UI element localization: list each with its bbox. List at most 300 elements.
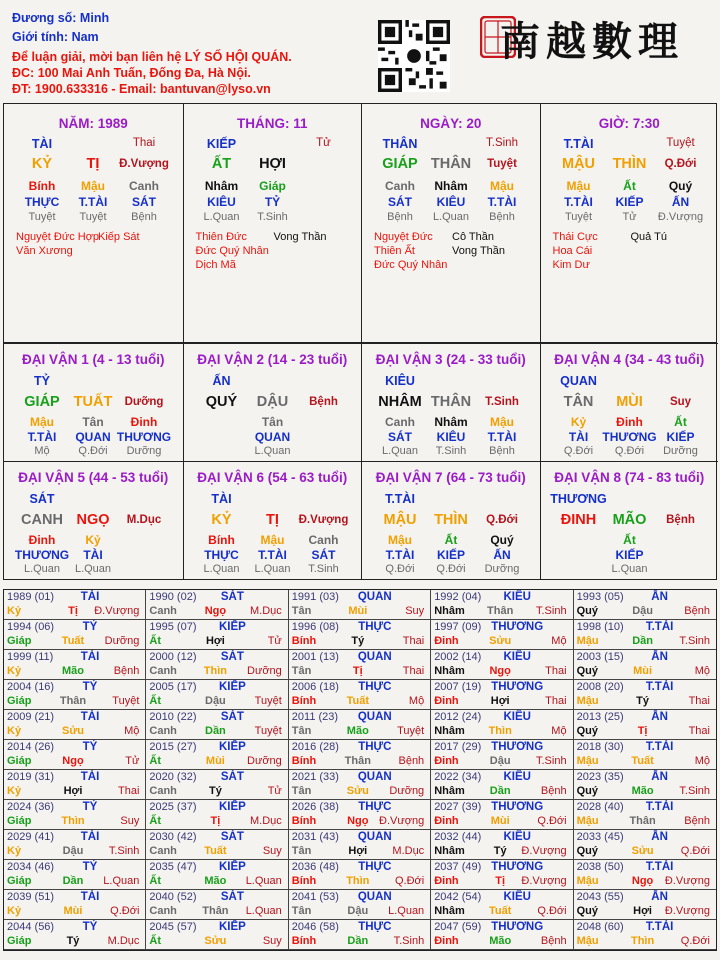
dai-van-hidden: Tân <box>261 415 284 429</box>
annual-can: Quý <box>576 725 598 737</box>
annual-status: Q.Đới <box>537 905 567 917</box>
annual-year: 1989 (01) <box>7 591 55 603</box>
annual-god: KIÊU <box>503 891 531 903</box>
annual-chi: Tuất <box>61 635 85 647</box>
annual-god: TÀI <box>80 891 100 903</box>
dai-van-hidden: QUAN <box>75 430 111 444</box>
dai-van-hidden: Ất <box>674 415 687 429</box>
annual-chi: Dần <box>347 935 369 947</box>
annual-god: QUAN <box>357 591 392 603</box>
annual-cell <box>289 740 431 770</box>
annual-status: Đ.Vượng <box>379 815 425 827</box>
annual-can: Đinh <box>434 695 459 707</box>
annual-status: Bệnh <box>684 605 710 617</box>
dai-van-hidden: Đinh <box>616 415 643 429</box>
pillar-hidden-stage: T.Sinh <box>257 211 288 223</box>
annual-chi: Hợi <box>63 785 83 797</box>
annual-year: 2035 (47) <box>149 861 197 873</box>
annual-cell <box>4 830 146 860</box>
annual-cell <box>574 890 716 920</box>
logo-text: 南越數理 <box>500 18 684 65</box>
annual-chi: Mão <box>62 665 84 677</box>
pillar-note: Đức Quý Nhân <box>195 245 269 257</box>
annual-year: 1991 (03) <box>291 591 339 603</box>
dai-van-hidden: T.Sinh <box>308 563 339 575</box>
pillar-hidden-stage: Bệnh <box>131 211 157 223</box>
annual-cell <box>289 800 431 830</box>
pillar-hidden-god: KIẾP <box>615 195 644 209</box>
annual-can: Tân <box>291 665 312 677</box>
annual-luck-table <box>3 589 717 951</box>
annual-can: Đinh <box>434 875 459 887</box>
annual-chi: Sửu <box>346 785 369 797</box>
annual-can: Kỷ <box>7 665 22 677</box>
annual-god: THỰC <box>358 801 392 813</box>
pillar-hidden-god: THỰC <box>24 195 60 209</box>
annual-can: Canh <box>149 845 177 857</box>
annual-cell <box>574 710 716 740</box>
annual-cell <box>431 800 573 830</box>
annual-can: Ất <box>149 635 161 647</box>
annual-can: Nhâm <box>434 845 465 857</box>
annual-god: SÁT <box>220 891 244 903</box>
dai-van-title: ĐẠI VẬN 8 (74 - 83 tuổi) <box>554 470 705 485</box>
annual-year: 2012 (24) <box>434 711 482 723</box>
dai-van-hidden: SÁT <box>388 430 412 444</box>
annual-chi: Ngọ <box>631 875 654 887</box>
annual-status: Đ.Vượng <box>664 875 710 887</box>
annual-year: 2038 (50) <box>576 861 624 873</box>
annual-cell <box>431 620 573 650</box>
annual-can: Giáp <box>7 755 32 767</box>
dai-van-hidden: T.Sinh <box>435 445 467 457</box>
annual-cell <box>574 620 716 650</box>
annual-god: ẤN <box>651 591 668 603</box>
annual-cell <box>431 890 573 920</box>
pillar-top-right: T.Sinh <box>486 137 518 149</box>
pillar-can: KỶ <box>31 156 53 172</box>
annual-can: Tân <box>291 605 312 617</box>
pillar-hidden-stage: L.Quan <box>203 211 240 223</box>
dai-van-hidden: Bính <box>208 533 235 547</box>
annual-cell <box>431 770 573 800</box>
dai-van-hidden: Q.Đới <box>78 445 108 457</box>
annual-god: KIÊU <box>503 711 531 723</box>
dai-van-hidden: L.Quan <box>74 563 112 575</box>
dai-van-status: Q.Đới <box>486 514 518 526</box>
annual-status: L.Quan <box>103 875 140 887</box>
dai-van-hidden: T.TÀI <box>258 548 287 562</box>
annual-cell <box>574 590 716 620</box>
annual-status: Thai <box>402 635 425 647</box>
annual-cell <box>4 740 146 770</box>
annual-year: 2043 (55) <box>576 891 624 903</box>
annual-can: Kỷ <box>7 725 22 737</box>
annual-chi: Mão <box>204 875 227 887</box>
annual-chi: Thìn <box>203 665 227 677</box>
annual-year: 2046 (58) <box>291 921 339 933</box>
annual-year: 2045 (57) <box>149 921 197 933</box>
qr-code-icon[interactable] <box>378 20 450 92</box>
annual-year: 2047 (59) <box>434 921 482 933</box>
annual-can: Canh <box>149 905 177 917</box>
dai-van-chi: THÂN <box>430 394 472 410</box>
annual-status: Mộ <box>551 635 567 647</box>
dai-van-chi: MÙI <box>616 394 643 410</box>
dai-van-status: M.Dục <box>126 514 162 526</box>
annual-status: Q.Đới <box>680 935 710 947</box>
annual-status: Tuyệt <box>254 725 282 737</box>
annual-chi: Tý <box>208 785 222 797</box>
annual-chi: Ngọ <box>62 755 84 767</box>
annual-year: 2048 (60) <box>576 921 624 933</box>
annual-year: 2010 (22) <box>149 711 197 723</box>
annual-year: 2023 (35) <box>576 771 624 783</box>
dai-van-hidden: Canh <box>385 415 415 429</box>
pillar-note: Thái Cực <box>552 231 598 243</box>
annual-year: 2013 (25) <box>576 711 624 723</box>
dai-van-hidden: Dưỡng <box>126 445 162 457</box>
dai-van-title: ĐẠI VẬN 6 (54 - 63 tuổi) <box>197 470 348 485</box>
dai-van-hidden: L.Quan <box>254 445 291 457</box>
dai-van-2 <box>183 343 362 462</box>
annual-status: M.Dục <box>107 935 140 947</box>
pillar-1 <box>4 104 183 342</box>
annual-god: THƯƠNG <box>491 921 544 933</box>
annual-cell <box>146 920 288 950</box>
dai-van-can: CANH <box>21 512 63 528</box>
annual-can: Tân <box>291 845 312 857</box>
annual-chi: Dậu <box>205 695 226 707</box>
dai-van-status: Đ.Vượng <box>298 514 349 526</box>
annual-year: 2028 (40) <box>576 801 624 813</box>
dai-van-6 <box>183 461 362 580</box>
annual-status: Suy <box>120 815 140 827</box>
annual-god: SÁT <box>220 591 244 603</box>
annual-chi: Tuất <box>488 905 512 917</box>
dai-van-god: KIÊU <box>385 374 415 388</box>
pillar-title: NGÀY: 20 <box>420 116 482 131</box>
annual-can: Ất <box>149 935 161 947</box>
annual-cell <box>289 890 431 920</box>
annual-year: 2044 (56) <box>7 921 55 933</box>
pillar-note: Thiên Ất <box>374 245 415 257</box>
annual-chi: Thân <box>202 905 229 917</box>
annual-year: 2011 (23) <box>291 711 339 723</box>
annual-cell <box>146 770 288 800</box>
pillar-hidden-god: KIÊU <box>207 195 236 209</box>
annual-year: 2020 (32) <box>149 771 197 783</box>
annual-chi: Tý <box>66 935 80 947</box>
annual-god: THƯƠNG <box>491 861 544 873</box>
annual-chi: Sửu <box>631 845 654 857</box>
annual-chi: Dần <box>205 725 226 737</box>
annual-god: THƯƠNG <box>491 621 544 633</box>
annual-year: 1996 (08) <box>291 621 339 633</box>
annual-can: Quý <box>576 905 598 917</box>
annual-status: Thai <box>402 665 425 677</box>
annual-cell <box>431 590 573 620</box>
pillar-hidden-stem: Giáp <box>259 179 286 193</box>
dai-van-hidden: Đinh <box>130 415 158 429</box>
dai-van-hidden: THƯƠNG <box>116 430 172 444</box>
annual-year: 2008 (20) <box>576 681 624 693</box>
dai-van-can: MẬU <box>383 512 417 528</box>
annual-status: Tuyệt <box>112 695 140 707</box>
annual-can: Ất <box>149 815 161 827</box>
dai-van-hidden: Mậu <box>30 415 54 429</box>
dai-van-hidden: ẤN <box>493 548 511 562</box>
pillar-hidden-stem: Nhâm <box>434 179 468 193</box>
annual-can: Nhâm <box>434 605 465 617</box>
annual-god: TỶ <box>82 741 98 753</box>
annual-status: Tử <box>267 785 282 797</box>
annual-god: ẤN <box>651 771 668 783</box>
annual-can: Ất <box>149 695 161 707</box>
annual-can: Quý <box>576 785 598 797</box>
annual-chi: Tuất <box>631 755 654 767</box>
pillar-note: Kim Dư <box>552 259 590 271</box>
annual-year: 2003 (15) <box>576 651 624 663</box>
annual-cell <box>4 920 146 950</box>
dai-van-hidden: Q.Đới <box>563 445 594 457</box>
annual-can: Kỷ <box>7 785 22 797</box>
annual-god: ẤN <box>651 711 668 723</box>
annual-year: 2022 (34) <box>434 771 482 783</box>
annual-cell <box>289 710 431 740</box>
dai-van-hidden: Dưỡng <box>484 563 520 575</box>
pillar-top-right: Thai <box>132 137 156 149</box>
annual-cell <box>146 830 288 860</box>
annual-cell <box>574 920 716 950</box>
annual-god: THỰC <box>358 861 392 873</box>
annual-year: 2034 (46) <box>7 861 55 873</box>
annual-can: Bính <box>291 875 317 887</box>
annual-god: ẤN <box>651 891 668 903</box>
pillar-hidden-stem: Quý <box>668 179 693 193</box>
annual-can: Quý <box>576 605 598 617</box>
dai-van-hidden: SÁT <box>311 548 336 562</box>
annual-god: KIẾP <box>218 801 246 813</box>
annual-cell <box>289 830 431 860</box>
annual-chi: Dần <box>632 635 653 647</box>
annual-year: 2019 (31) <box>7 771 55 783</box>
dai-van-hidden: Quý <box>490 533 514 547</box>
annual-status: Suy <box>262 845 282 857</box>
dai-van-table <box>3 343 717 580</box>
annual-god: T.TÀI <box>645 681 674 693</box>
annual-status: Mộ <box>694 665 710 677</box>
dai-van-god: QUAN <box>560 374 597 388</box>
annual-status: Thai <box>688 695 710 707</box>
dai-van-chi: MÃO <box>612 512 647 528</box>
pillar-hidden-stem: Canh <box>129 179 159 193</box>
pillar-chi: TỊ <box>86 156 100 172</box>
dai-van-hidden: Mậu <box>388 533 412 547</box>
annual-chi: Dậu <box>347 905 369 917</box>
dai-van-hidden: Bệnh <box>489 445 515 457</box>
dai-van-hidden: KIÊU <box>436 430 466 444</box>
pillar-note: Đức Quý Nhân <box>374 259 448 271</box>
annual-year: 2040 (52) <box>149 891 197 903</box>
annual-chi: Ngọ <box>489 665 511 677</box>
dai-van-hidden: Ất <box>444 533 458 547</box>
dai-van-hidden: Mậu <box>490 415 514 429</box>
dai-van-hidden: TÀI <box>83 548 103 562</box>
dai-van-hidden: Q.Đới <box>385 563 415 575</box>
annual-chi: Mùi <box>63 905 83 917</box>
annual-can: Kỷ <box>7 845 22 857</box>
annual-status: T.Sinh <box>108 845 140 857</box>
annual-can: Giáp <box>7 815 32 827</box>
annual-year: 2007 (19) <box>434 681 482 693</box>
pillar-hidden-god: ẤN <box>671 195 690 209</box>
dai-van-can: QUÝ <box>205 394 238 410</box>
annual-can: Mậu <box>576 635 599 647</box>
annual-god: QUAN <box>357 711 392 723</box>
pillar-hidden-stage: Tuyệt <box>564 211 593 223</box>
annual-cell <box>289 680 431 710</box>
annual-year: 2009 (21) <box>7 711 55 723</box>
annual-chi: Mùi <box>205 755 225 767</box>
annual-status: Dưỡng <box>247 665 282 677</box>
annual-cell <box>4 620 146 650</box>
dai-van-god: TỶ <box>34 374 50 388</box>
four-pillars-table <box>3 103 717 343</box>
annual-chi: Ngọ <box>347 815 369 827</box>
annual-can: Đinh <box>434 755 459 767</box>
annual-can: Giáp <box>7 875 32 887</box>
pillar-top-left: T.TÀI <box>563 137 594 151</box>
annual-status: Tử <box>267 635 282 647</box>
annual-god: THỰC <box>358 681 392 693</box>
annual-cell <box>146 710 288 740</box>
annual-year: 1992 (04) <box>434 591 482 603</box>
dai-van-8 <box>540 461 719 580</box>
pillar-hidden-god: TỶ <box>264 195 281 209</box>
annual-can: Đinh <box>434 815 459 827</box>
dai-van-hidden: Q.Đới <box>436 563 466 575</box>
pillar-top-left: KIẾP <box>206 137 237 151</box>
dai-van-god: SÁT <box>29 492 55 506</box>
annual-chi: Mão <box>631 785 654 797</box>
annual-status: Q.Đới <box>394 875 425 887</box>
annual-chi: Thìn <box>488 725 512 737</box>
annual-god: SÁT <box>220 771 244 783</box>
pillar-note: Dịch Mã <box>195 259 236 271</box>
dai-van-hidden: Mậu <box>260 533 285 547</box>
pillar-hidden-stem: Bính <box>28 179 56 193</box>
name-line: Đương số: Minh <box>12 11 110 25</box>
annual-status: Tuyệt <box>254 695 282 707</box>
address-line: ĐC: 100 Mai Anh Tuấn, Đống Đa, Hà Nội. <box>12 66 251 80</box>
annual-cell <box>4 590 146 620</box>
annual-can: Giáp <box>7 695 32 707</box>
pillar-hidden-stem: Ất <box>623 179 636 193</box>
annual-chi: Tý <box>493 845 507 857</box>
annual-cell <box>4 680 146 710</box>
annual-cell <box>574 650 716 680</box>
annual-status: Thai <box>545 665 567 677</box>
annual-status: Dưỡng <box>247 755 282 767</box>
annual-status: T.Sinh <box>393 935 425 947</box>
dai-van-hidden: T.TÀI <box>27 430 57 444</box>
pillar-note: Cô Thần <box>452 231 494 243</box>
annual-can: Canh <box>149 665 177 677</box>
annual-chi: Sửu <box>61 725 85 737</box>
annual-cell <box>289 620 431 650</box>
dai-van-title: ĐẠI VẬN 3 (24 - 33 tuổi) <box>375 352 526 367</box>
annual-god: THƯƠNG <box>491 741 544 753</box>
annual-chi: Thìn <box>346 875 370 887</box>
annual-cell <box>146 620 288 650</box>
pillar-hidden-god: T.TÀI <box>487 195 517 209</box>
pillar-chi: THÂN <box>430 156 472 172</box>
dai-van-hidden: L.Quan <box>23 563 61 575</box>
annual-year: 1990 (02) <box>149 591 197 603</box>
annual-chi: Mão <box>346 725 369 737</box>
annual-god: TÀI <box>80 651 100 663</box>
annual-god: T.TÀI <box>645 621 674 633</box>
pillar-note: Kiếp Sát <box>98 231 140 243</box>
annual-god: KIẾP <box>218 681 246 693</box>
annual-chi: Thân <box>344 755 371 767</box>
annual-cell <box>146 590 288 620</box>
annual-can: Nhâm <box>434 785 465 797</box>
dai-van-chi: NGỌ <box>76 512 110 528</box>
annual-year: 1993 (05) <box>576 591 624 603</box>
annual-cell <box>146 680 288 710</box>
annual-chi: Thân <box>487 605 514 617</box>
annual-year: 2031 (43) <box>291 831 339 843</box>
pillar-4 <box>540 104 719 342</box>
annual-status: Mộ <box>124 725 140 737</box>
annual-chi: Ngọ <box>204 605 227 617</box>
annual-year: 2018 (30) <box>576 741 624 753</box>
annual-god: ẤN <box>651 831 668 843</box>
pillar-hidden-stem: Mậu <box>566 179 591 193</box>
annual-year: 1997 (09) <box>434 621 482 633</box>
annual-god: SÁT <box>220 711 244 723</box>
pillar-note: Quả Tú <box>630 231 667 243</box>
annual-status: M.Dục <box>250 815 282 827</box>
annual-cell <box>4 650 146 680</box>
pillar-note: Vong Thần <box>452 245 506 257</box>
annual-year: 2025 (37) <box>149 801 197 813</box>
pillar-top-left: TÀI <box>31 137 53 151</box>
dai-van-chi: TỊ <box>266 512 279 528</box>
pillar-status: Q.Đới <box>664 158 697 170</box>
annual-year: 2021 (33) <box>291 771 339 783</box>
annual-can: Nhâm <box>434 665 465 677</box>
dai-van-hidden: KIẾP <box>615 548 644 562</box>
annual-can: Kỷ <box>7 605 22 617</box>
annual-status: T.Sinh <box>536 605 567 617</box>
annual-status: L.Quan <box>245 875 282 887</box>
annual-year: 2014 (26) <box>7 741 55 753</box>
pillar-hidden-stem: Canh <box>385 179 415 193</box>
annual-can: Quý <box>576 845 598 857</box>
annual-status: Thai <box>688 725 710 737</box>
dai-van-god: TÀI <box>211 492 232 506</box>
annual-can: Bính <box>291 815 317 827</box>
annual-cell <box>4 800 146 830</box>
annual-cell <box>146 860 288 890</box>
annual-god: KIẾP <box>218 861 246 873</box>
annual-god: THƯƠNG <box>491 801 544 813</box>
annual-year: 2006 (18) <box>291 681 339 693</box>
pillar-title: NĂM: 1989 <box>58 116 128 131</box>
